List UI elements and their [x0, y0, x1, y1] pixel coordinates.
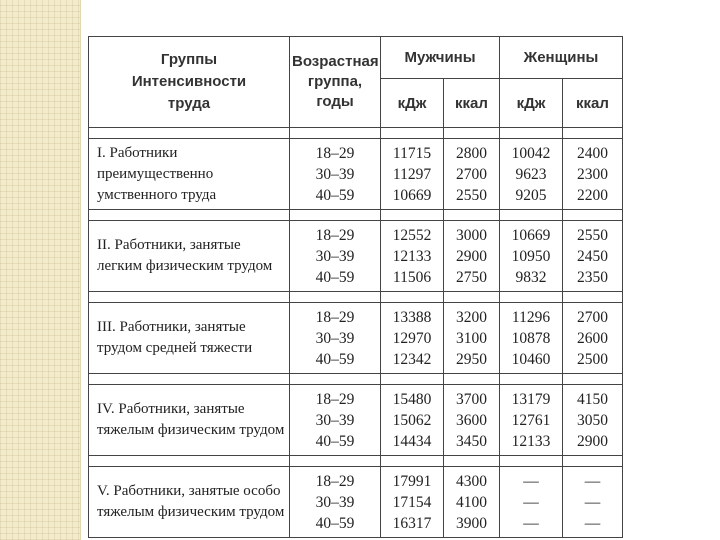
table-value: 10950	[511, 247, 551, 265]
table-value: 18–29	[315, 390, 355, 408]
spacer-cell	[290, 456, 381, 467]
women-kj-values	[500, 467, 563, 538]
table-value: —	[523, 514, 539, 532]
table-value: —	[584, 493, 601, 511]
table-value: 3050	[577, 411, 608, 429]
spacer-cell	[290, 292, 381, 303]
table-value: 2800	[456, 144, 487, 162]
spacer-cell	[563, 210, 623, 221]
women-kcal-values	[563, 139, 623, 210]
spacer-cell	[563, 292, 623, 303]
table-value: 17154	[392, 493, 432, 511]
table-value: 2500	[577, 350, 608, 368]
spacer-cell	[444, 210, 500, 221]
header-groups-label: Группы Интенсивности труда	[131, 51, 247, 112]
table-row	[89, 385, 623, 456]
table-value: 10669	[511, 226, 551, 244]
spacer-cell	[444, 292, 500, 303]
men-kj-values	[381, 467, 444, 538]
table-value: 30–39	[315, 165, 355, 183]
table-value: 18–29	[315, 144, 355, 162]
men-kcal-values	[444, 385, 500, 456]
table-value: 40–59	[315, 268, 355, 286]
spacer-cell	[89, 128, 290, 139]
table-value: 2900	[456, 247, 487, 265]
men-kj-values	[381, 385, 444, 456]
table-value: 40–59	[315, 350, 355, 368]
header-men-kj: кДж	[381, 79, 444, 128]
header-age-label: Возрастная группа, годы	[292, 53, 379, 110]
spacer-cell	[89, 292, 290, 303]
header-men-kcal: ккал	[444, 79, 500, 128]
decorative-side-strip	[0, 0, 81, 540]
table-value: 2750	[456, 268, 487, 286]
group-name: II. Работники, занятые легким физическим трудом	[89, 221, 290, 292]
table-row	[89, 467, 623, 538]
men-kcal-values	[444, 139, 500, 210]
energy-norms-table	[88, 36, 623, 538]
spacer-cell	[500, 374, 563, 385]
table-value: 9623	[515, 165, 547, 183]
table-value: 4100	[456, 493, 487, 511]
table-value: 40–59	[315, 432, 355, 450]
men-kj-values	[381, 221, 444, 292]
table-value: 3600	[456, 411, 487, 429]
table-value: —	[523, 493, 539, 511]
table-value: 3900	[456, 514, 487, 532]
age-values	[290, 467, 381, 538]
group-spacer	[89, 128, 623, 139]
age-values	[290, 221, 381, 292]
table-value: —	[584, 514, 601, 532]
table-value: 12552	[392, 226, 432, 244]
spacer-cell	[290, 128, 381, 139]
table-value: —	[584, 472, 601, 490]
table-value: 3700	[456, 390, 487, 408]
women-kcal-values	[563, 385, 623, 456]
spacer-cell	[290, 210, 381, 221]
spacer-cell	[381, 128, 444, 139]
table-row	[89, 139, 623, 210]
spacer-cell	[444, 456, 500, 467]
table-value: 30–39	[315, 329, 355, 347]
table-value: 2550	[456, 186, 487, 204]
table-value: 15480	[392, 390, 432, 408]
age-values	[290, 303, 381, 374]
table-value: 40–59	[315, 514, 355, 532]
table-value: 10878	[511, 329, 551, 347]
table-value: 12761	[511, 411, 551, 429]
table-value: 2300	[577, 165, 608, 183]
women-kj-values	[500, 221, 563, 292]
table-value: 2950	[456, 350, 487, 368]
spacer-cell	[500, 456, 563, 467]
table-value: —	[523, 472, 539, 490]
table-value: 14434	[392, 432, 432, 450]
men-kcal-values	[444, 467, 500, 538]
group-spacer	[89, 292, 623, 303]
table-value: 9832	[515, 268, 547, 286]
spacer-cell	[381, 456, 444, 467]
table-value: 2700	[577, 308, 608, 326]
table-value: 2700	[456, 165, 487, 183]
table-value: 12970	[392, 329, 432, 347]
spacer-cell	[500, 292, 563, 303]
women-kj-values	[500, 303, 563, 374]
men-kj-values	[381, 303, 444, 374]
group-spacer	[89, 374, 623, 385]
table-value: 2600	[577, 329, 608, 347]
table-value: 11297	[392, 165, 432, 183]
spacer-cell	[444, 374, 500, 385]
table-value: 11296	[511, 308, 551, 326]
spacer-cell	[381, 292, 444, 303]
header-groups	[89, 37, 290, 128]
spacer-cell	[500, 210, 563, 221]
table-value: 2900	[577, 432, 608, 450]
table-value: 10669	[392, 186, 432, 204]
group-name: I. Работники преимущественно умственного труда	[89, 139, 290, 210]
table-value: 18–29	[315, 472, 355, 490]
energy-norms-table-frame	[88, 36, 622, 532]
spacer-cell	[563, 456, 623, 467]
table-value: 13179	[511, 390, 551, 408]
table-value: 2400	[577, 144, 608, 162]
group-spacer	[89, 456, 623, 467]
table-value: 11506	[392, 268, 432, 286]
age-values	[290, 385, 381, 456]
group-spacer	[89, 210, 623, 221]
spacer-cell	[563, 374, 623, 385]
men-kcal-values	[444, 303, 500, 374]
table-value: 12342	[392, 350, 432, 368]
table-value: 2200	[577, 186, 608, 204]
table-value: 17991	[392, 472, 432, 490]
table-value: 18–29	[315, 226, 355, 244]
header-women: Женщины	[500, 37, 623, 79]
women-kcal-values	[563, 221, 623, 292]
women-kj-values	[500, 385, 563, 456]
table-value: 12133	[511, 432, 551, 450]
age-values	[290, 139, 381, 210]
table-value: 10042	[511, 144, 551, 162]
table-value: 30–39	[315, 411, 355, 429]
table-value: 16317	[392, 514, 432, 532]
table-value: 30–39	[315, 247, 355, 265]
table-value: 4300	[456, 472, 487, 490]
table-value: 13388	[392, 308, 432, 326]
spacer-cell	[381, 210, 444, 221]
table-value: 30–39	[315, 493, 355, 511]
spacer-cell	[563, 128, 623, 139]
table-value: 9205	[515, 186, 547, 204]
spacer-cell	[89, 374, 290, 385]
group-name: V. Работники, занятые особо тяжелым физическим трудом	[89, 467, 290, 538]
table-value: 3100	[456, 329, 487, 347]
men-kj-values	[381, 139, 444, 210]
spacer-cell	[381, 374, 444, 385]
table-value: 10460	[511, 350, 551, 368]
header-age-group	[290, 37, 381, 128]
header-women-kcal: ккал	[563, 79, 623, 128]
spacer-cell	[89, 456, 290, 467]
table-value: 2450	[577, 247, 608, 265]
table-value: 4150	[577, 390, 608, 408]
header-men: Мужчины	[381, 37, 500, 79]
men-kcal-values	[444, 221, 500, 292]
table-value: 15062	[392, 411, 432, 429]
table-value: 40–59	[315, 186, 355, 204]
group-name: IV. Работники, занятые тяжелым физическим трудом	[89, 385, 290, 456]
table-body	[89, 128, 623, 538]
table-row	[89, 221, 623, 292]
table-value: 3000	[456, 226, 487, 244]
women-kcal-values	[563, 303, 623, 374]
spacer-cell	[500, 128, 563, 139]
women-kj-values	[500, 139, 563, 210]
spacer-cell	[444, 128, 500, 139]
table-value: 12133	[392, 247, 432, 265]
spacer-cell	[89, 210, 290, 221]
group-name: III. Работники, занятые трудом средней тяжести	[89, 303, 290, 374]
table-value: 3200	[456, 308, 487, 326]
table-value: 3450	[456, 432, 487, 450]
table-value: 18–29	[315, 308, 355, 326]
table-value: 2350	[577, 268, 608, 286]
table-value: 11715	[392, 144, 432, 162]
header-women-kj: кДж	[500, 79, 563, 128]
table-row	[89, 303, 623, 374]
spacer-cell	[290, 374, 381, 385]
table-value: 2550	[577, 226, 608, 244]
women-kcal-values	[563, 467, 623, 538]
